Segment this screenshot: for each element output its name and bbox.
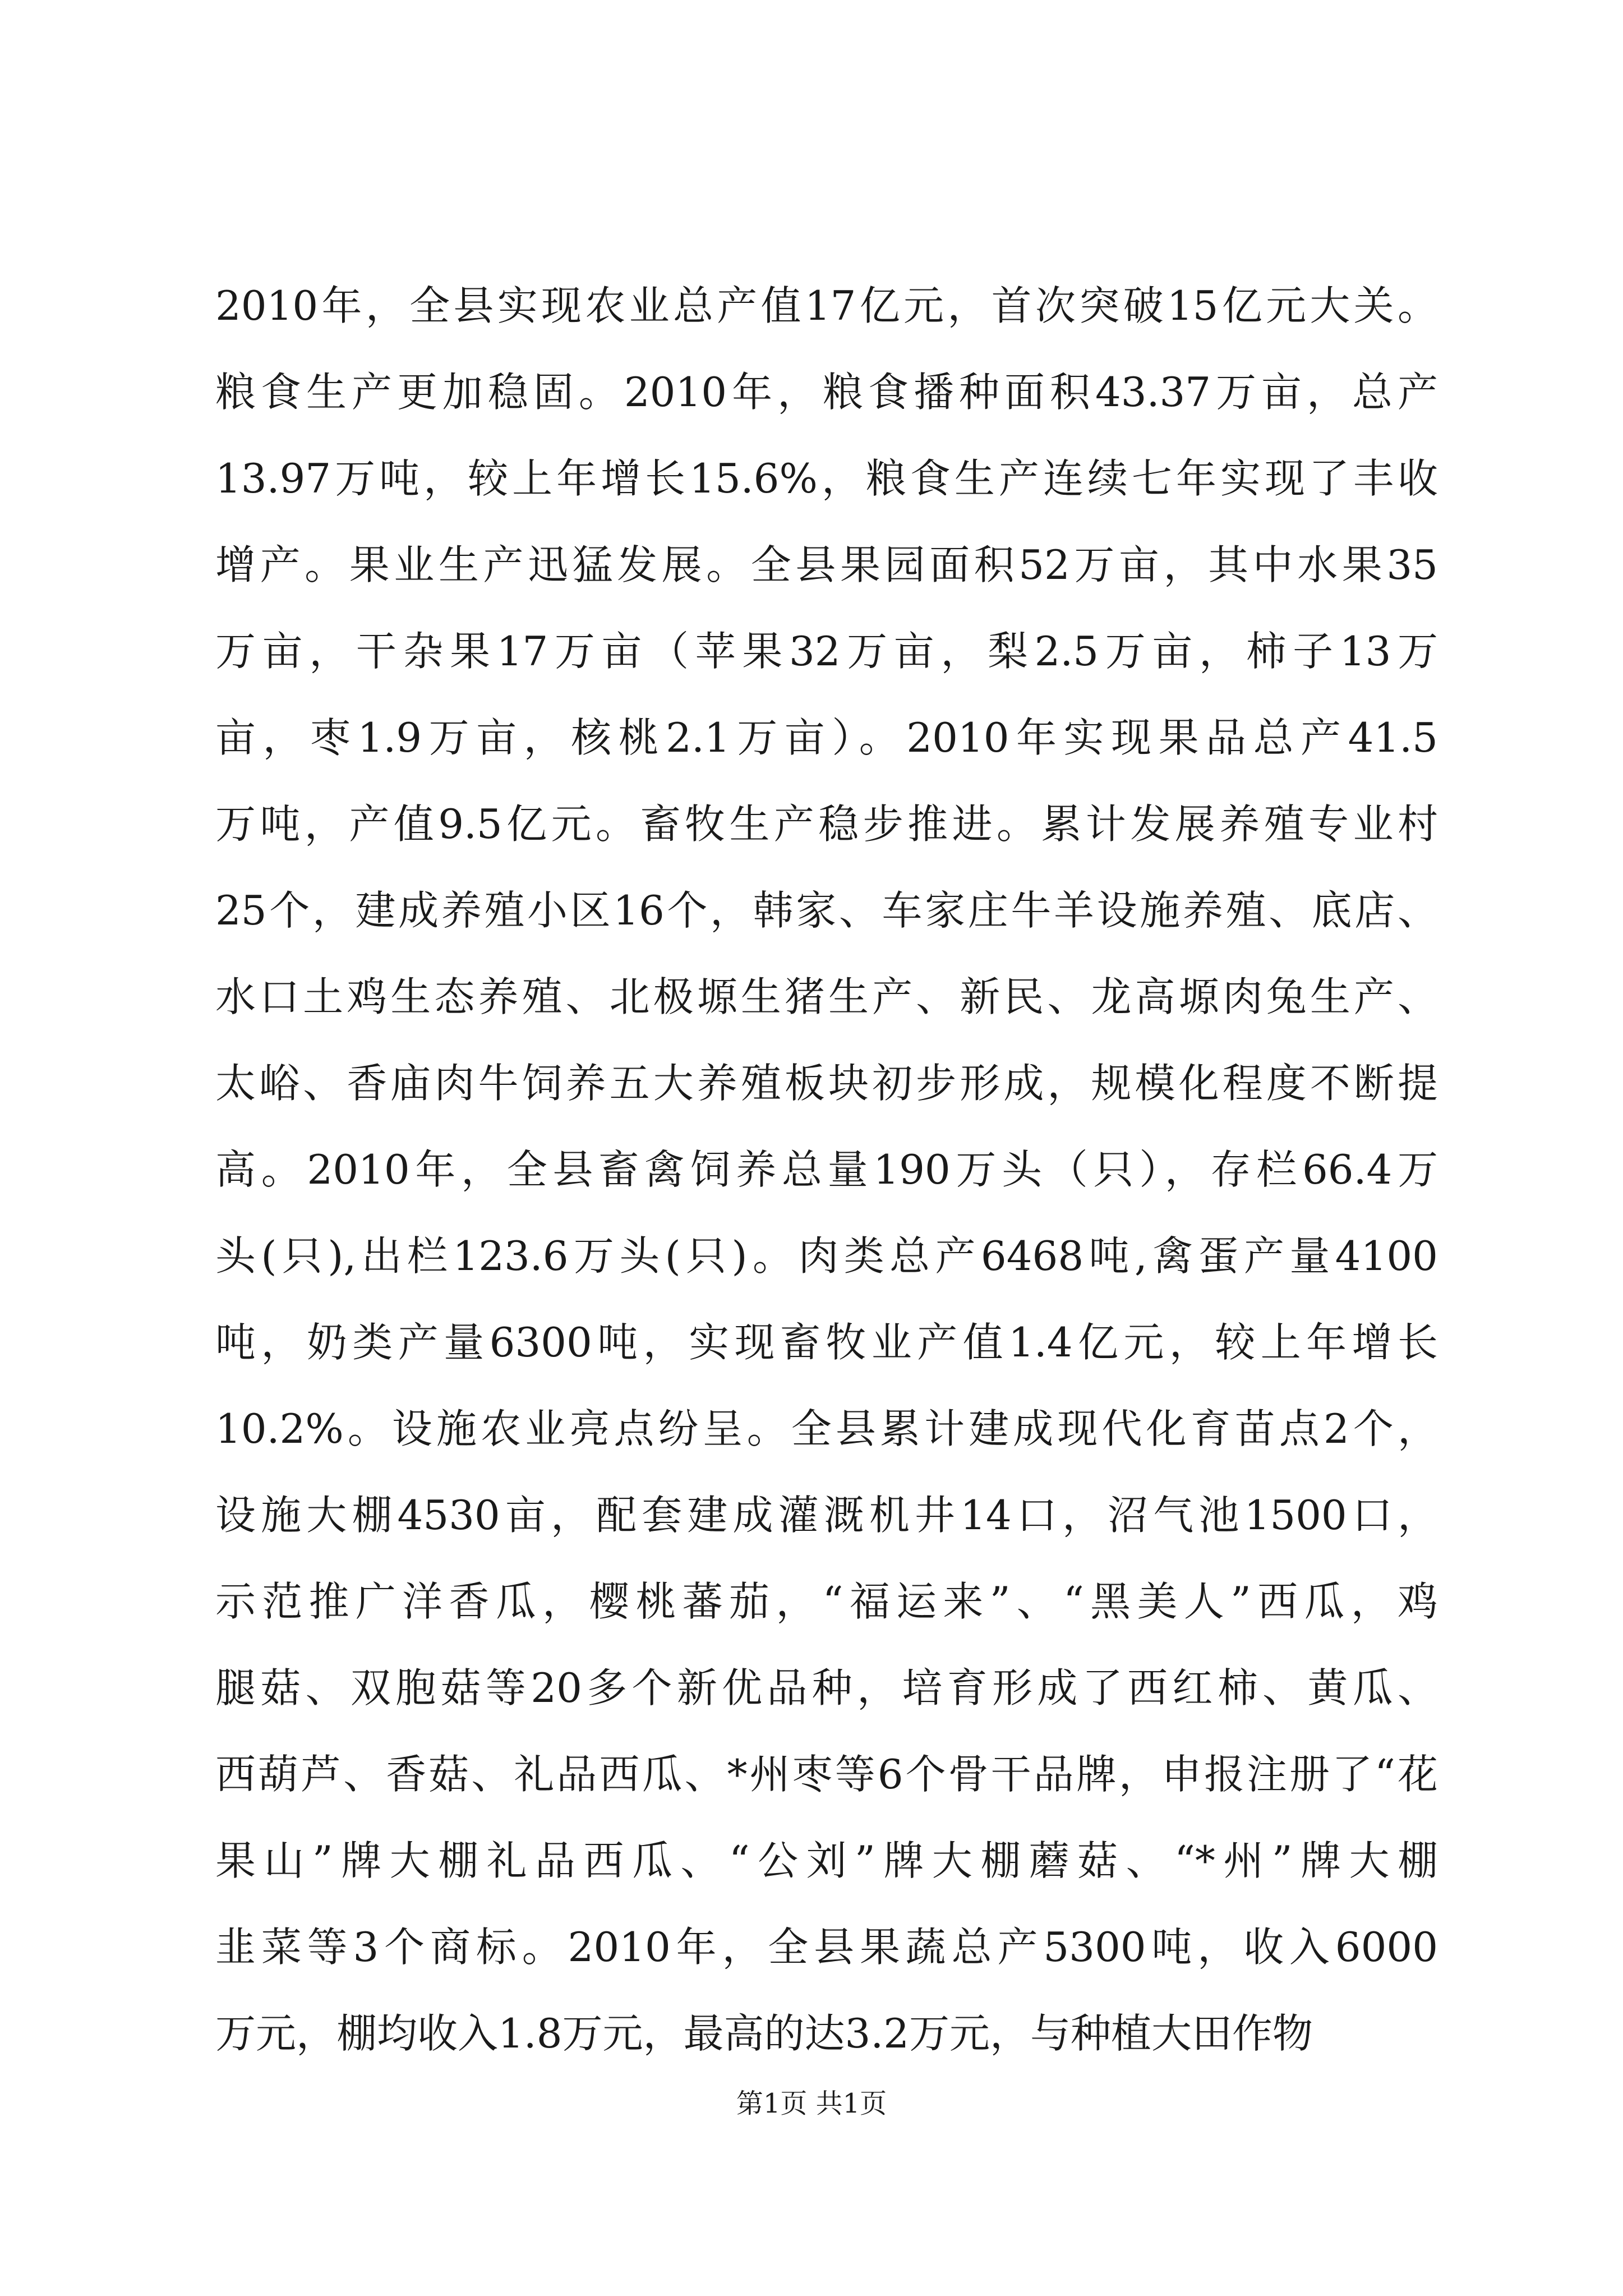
- text-line: 亩，枣1.9万亩，核桃2.1万亩）。2010年实现果品总产41.5: [215, 714, 1438, 761]
- text-line: 太峪、香庙肉牛饲养五大养殖板块初步形成，规模化程度不断提: [215, 1060, 1438, 1107]
- text-line: 头(只),出栏123.6万头(只)。肉类总产6468吨,禽蛋产量4100: [215, 1232, 1438, 1280]
- text-line: 2010年，全县实现农业总产值17亿元，首次突破15亿元大关。: [215, 282, 1438, 329]
- text-line: 水口土鸡生态养殖、北极塬生猪生产、新民、龙高塬肉兔生产、: [215, 973, 1438, 1020]
- text-line: 增产。果业生产迅猛发展。全县果园面积52万亩，其中水果35: [215, 541, 1438, 588]
- text-line: 西葫芦、香菇、礼品西瓜、*州枣等6个骨干品牌，申报注册了“花: [215, 1751, 1438, 1798]
- text-line: 万吨，产值9.5亿元。畜牧生产稳步推进。累计发展养殖专业村: [215, 800, 1438, 848]
- body-paragraph: [215, 263, 1438, 2077]
- text-line: 吨，奶类产量6300吨，实现畜牧业产值1.4亿元，较上年增长: [215, 1319, 1438, 1366]
- page-footer: 第1页 共1页: [736, 2088, 887, 2119]
- text-line: 腿菇、双胞菇等20多个新优品种，培育形成了西红柿、黄瓜、: [215, 1664, 1438, 1711]
- text-line: 10.2%。设施农业亮点纷呈。全县累计建成现代化育苗点2个，: [215, 1405, 1438, 1452]
- text-line: 韭菜等3个商标。2010年，全县果蔬总产5300吨，收入6000: [215, 1924, 1438, 1971]
- text-line: 万元，棚均收入1.8万元，最高的达3.2万元，与种植大田作物: [215, 2010, 1313, 2057]
- text-line: 粮食生产更加稳固。2010年，粮食播种面积43.37万亩，总产: [215, 369, 1438, 416]
- text-line: 设施大棚4530亩，配套建成灌溉机井14口，沼气池1500口，: [215, 1492, 1438, 1539]
- text-line: 果山”牌大棚礼品西瓜、“公刘”牌大棚蘑菇、“*州”牌大棚: [215, 1837, 1438, 1884]
- text-line: 高。2010年，全县畜禽饲养总量190万头（只），存栏66.4万: [215, 1146, 1438, 1193]
- text-line: 万亩，干杂果17万亩（苹果32万亩，梨2.5万亩，柿子13万: [215, 628, 1438, 675]
- text-line: 示范推广洋香瓜，樱桃蕃茄，“福运来”、“黑美人”西瓜，鸡: [215, 1578, 1438, 1625]
- text-line: 25个，建成养殖小区16个，韩家、车家庄牛羊设施养殖、底店、: [215, 887, 1438, 934]
- text-line: 13.97万吨，较上年增长15.6%，粮食生产连续七年实现了丰收: [215, 455, 1438, 502]
